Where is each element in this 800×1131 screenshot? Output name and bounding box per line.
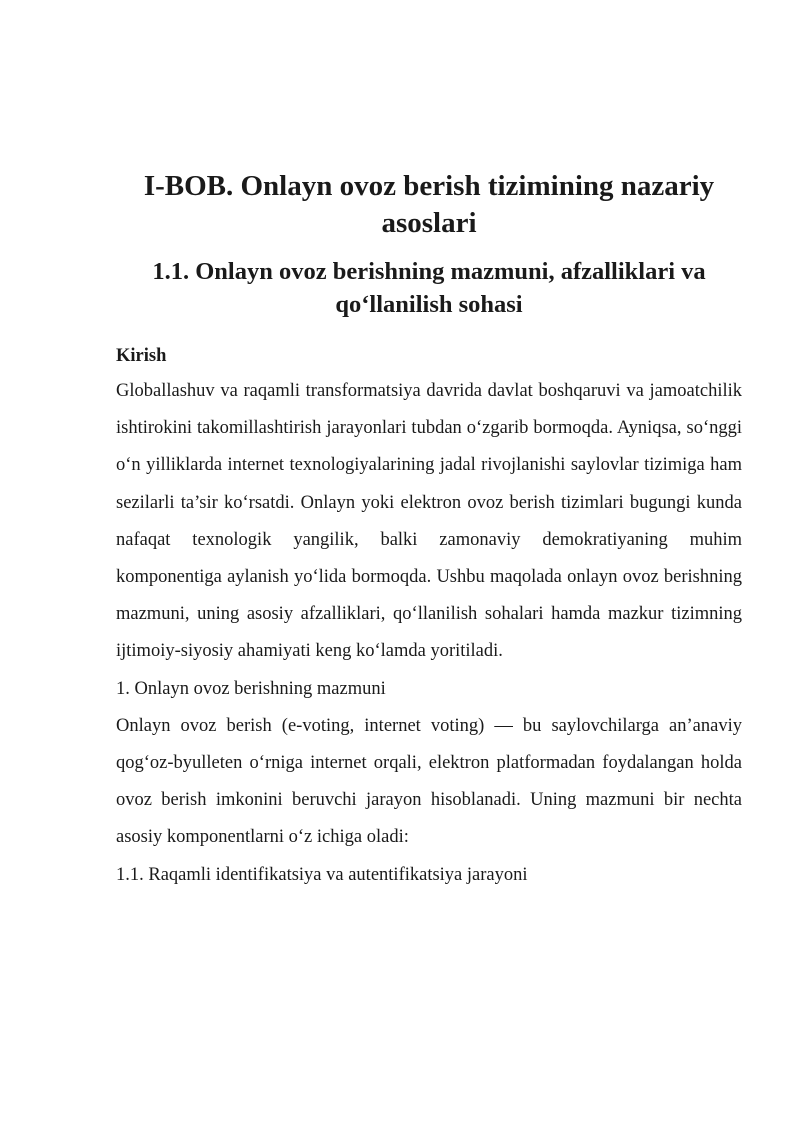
section-title: 1.1. Onlayn ovoz berishning mazmuni, afzalliklari va qo‘llanilish sohasi (152, 258, 706, 318)
document-content (116, 168, 742, 894)
definition-paragraph: Onlayn ovoz berish (e-voting, internet voting) — bu saylovchilarga an’anaviy qog‘oz-byulleten o‘rniga internet orqali, elektron platformadan foydalangan holda ovoz berish imkonini beruvchi jarayon hisoblanadi. Uning mazmuni bir nechta asosiy komponentlarni o‘z ichiga oladi: (116, 715, 742, 848)
chapter-title: I-BOB. Onlayn ovoz berish tizimining nazariy asoslari (143, 170, 715, 239)
intro-paragraph: Globallashuv va raqamli transformatsiya davrida davlat boshqaruvi va jamoatchilik ishtirokini takomillashtirish jarayonlari tubdan o‘zgarib bormoqda. Ayniqsa, so‘nggi o‘n yilliklarda internet texnologiyalarining jadal rivojlanishi saylovlar tizimiga ham sezilarli ta’sir ko‘rsatdi. Onlayn yoki elektron ovoz berish tizimlari bugungi kunda nafaqat texnologik yangilik, balki zamonaviy demokratiyaning muhim komponentiga aylanish yo‘lida bormoqda. Ushbu maqolada onlayn ovoz berishning mazmuni, uning asosiy afzalliklari, qo‘llanilish sohalari hamda mazkur tizimning ijtimoiy-siyosiy ahamiyati keng ko‘lamda yoritiladi. (116, 381, 742, 662)
intro-heading: Kirish (116, 346, 167, 366)
subheading-content: 1. Onlayn ovoz berishning mazmuni (116, 678, 386, 699)
subheading-identification: 1.1. Raqamli identifikatsiya va autentifikatsiya jarayoni (116, 864, 528, 885)
